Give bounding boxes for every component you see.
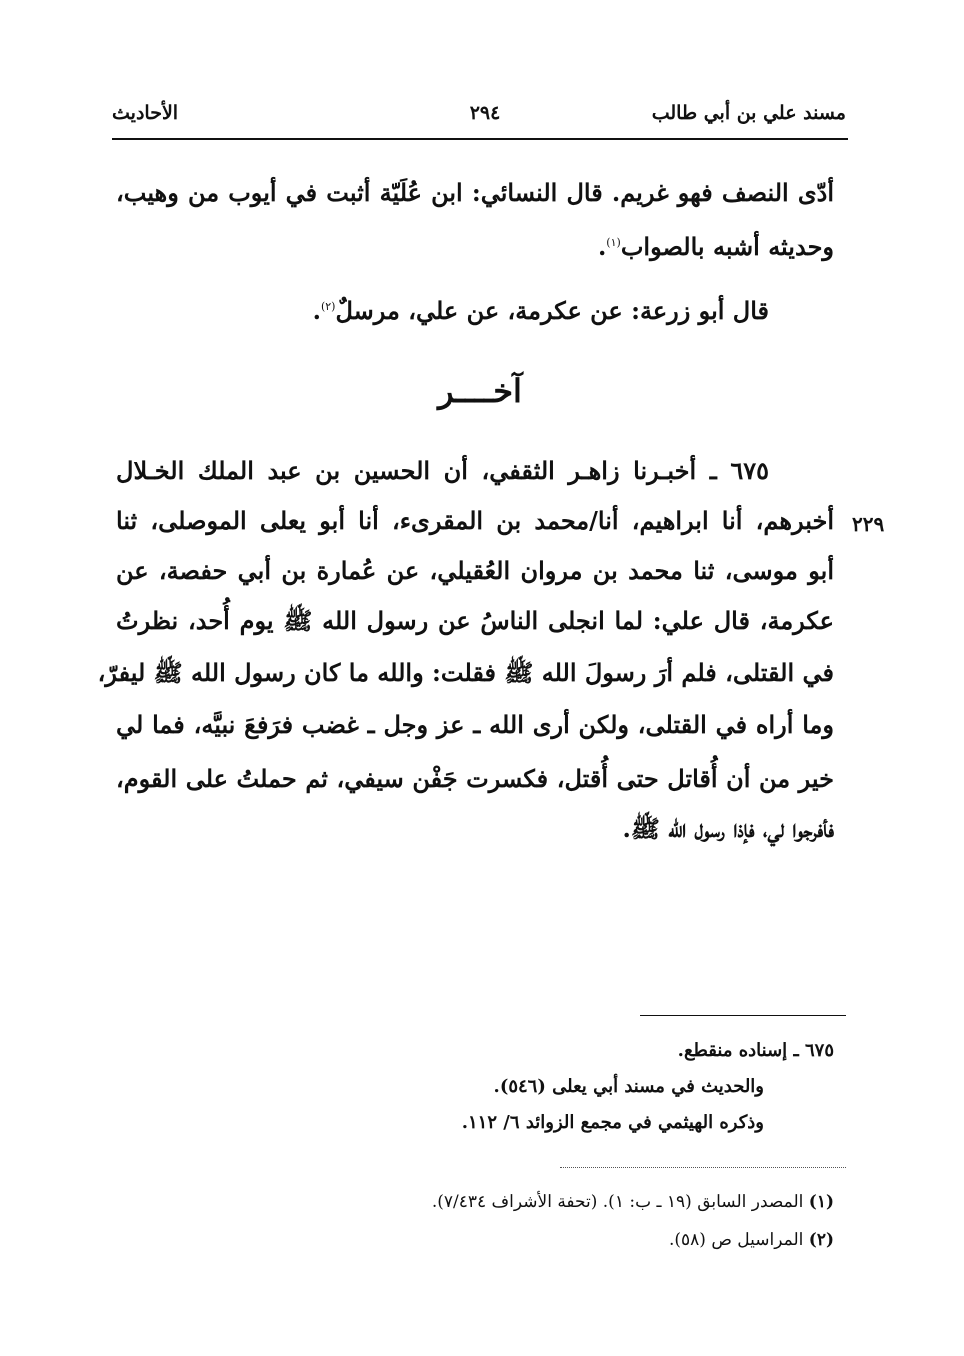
footnote-2: [669, 1230, 834, 1250]
hadith-line-2: أخبرهم، أنا ابراهيم، أنا/محمد بن المقرىء، أنا أبو يعلى الموصلى، ثنا: [116, 506, 834, 535]
running-header-book-title: مسند علي بن أبي طالب: [651, 102, 846, 124]
hadith-line-4: عكرمة، قال علي: لما انجلى الناسُ عن رسول الله ﷺ يوم أُحد، نظرتُ: [116, 606, 834, 635]
intro-line-2-text: وحديثه أشبه بالصواب: [620, 232, 834, 261]
footnote-ref-2: (٢): [320, 300, 336, 313]
footnote-1: [432, 1192, 834, 1212]
note-line-1: ٦٧٥ ـ إسناده منقطع.: [677, 1040, 834, 1061]
intro-line-3: قال أبو زرعة: عن عكرمة، عن علي، مرسلٌ$^{(٢)}$.: [312, 296, 769, 325]
hadith-line-3: أبو موسى، ثنا محمد بن مروان العُقيلي، عن عُمارة بن أبي حفصة، عن: [116, 556, 834, 585]
note-line-3: وذكره الهيثمي في مجمع الزوائد ٦/ ١١٢.: [461, 1112, 764, 1133]
footnote-ref-1: (١): [606, 236, 621, 249]
footnotes-rule: [560, 1167, 846, 1168]
intro-line-2: وحديثه أشبه بالصواب$^{(١)}$.: [597, 232, 834, 261]
footnote-1-text: المصدر السابق (١٩ ـ ب: ١). (تحفة الأشراف ٧/٤٣٤).: [431, 1192, 804, 1212]
footnote-2-marker: (٢): [808, 1230, 834, 1250]
hadith-line-5: في القتلى، فلم أرَ رسولَ الله ﷺ فقلت: والله ما كان رسول الله ﷺ ليفرّ،: [97, 658, 834, 687]
margin-number: ٢٢٩: [852, 512, 885, 536]
hadith-line-7: خير من أن أُقاتل حتى أُقتل، فكسرت جَفْن سيفي، ثم حملتُ على القوم،: [116, 764, 834, 793]
intro-line-3-text: قال أبو زرعة: عن عكرمة، عن علي، مرسلٌ: [335, 296, 769, 325]
header-rule: [112, 138, 848, 140]
page-number: ٢٩٤: [469, 102, 501, 124]
hadith-line-6: وما أراه في القتلى، ولكن أرى الله ـ عز وجل ـ غضب فرَفعَ نبيَّه، فما لي: [116, 710, 834, 739]
notes-rule: [640, 1015, 846, 1016]
running-header-section: الأحاديث: [112, 102, 179, 124]
hadith-line-1: ٦٧٥ ـ أخبـرنا زاهـر الثقفي، أن الحسين بن عبد الملك الخـلال: [116, 456, 769, 485]
footnote-1-marker: (١): [808, 1192, 834, 1212]
note-line-2: والحديث في مسند أبي يعلى (٥٤٦).: [493, 1076, 764, 1097]
footnote-2-text: المراسيل ص (٥٨).: [668, 1230, 804, 1250]
hadith-line-8: فأفرجوا لي، فإذا رسول الله ﷺ.: [622, 814, 834, 843]
section-title: آخــــر: [438, 372, 522, 410]
intro-line-1: أدّى النصف فهو غريم. قال النسائي: ابن عُلَيّة أثبت في أيوب من وهيب،: [116, 178, 834, 207]
